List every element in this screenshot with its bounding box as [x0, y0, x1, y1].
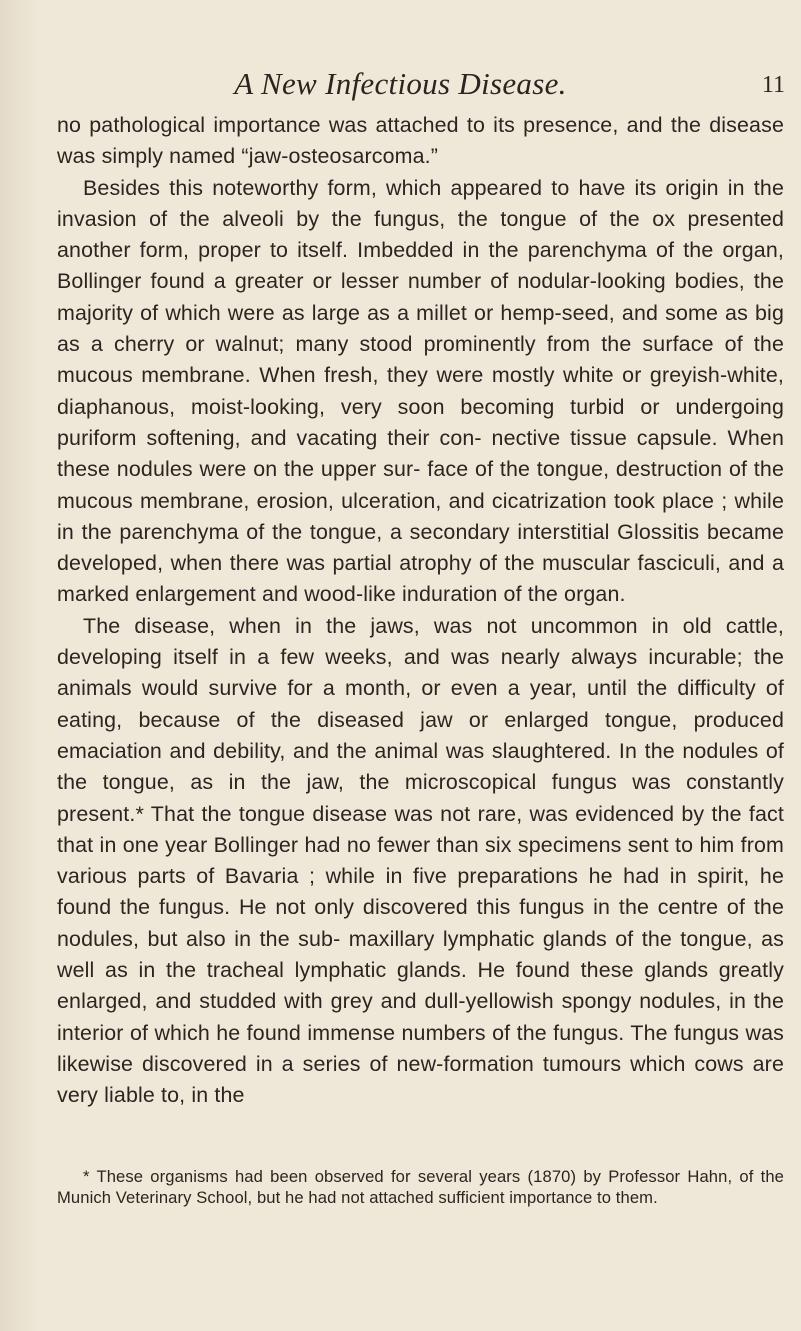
running-title: A New Infectious Disease.	[234, 66, 567, 101]
body-text	[57, 110, 784, 1112]
paragraph-continuation: no pathological importance was attached to its presence, and the disease was simply named “jaw-osteosarcoma.”	[57, 113, 784, 169]
paragraph-tongue-form: Besides this noteworthy form, which appeared to have its origin in the invasion of the alveoli by the fungus, the tongue of the ox presented another form, proper to itself. Imbedded in the parenchyma of the organ, Bollinger found a greater or lesser number of nodular-looking bodies, the majority of which were as large as a millet or hemp-seed, and some as big as a cherry or walnut; many stood prominently from the surface of the mucous membrane. When fresh, they were mostly white or greyish-white, diaphanous, moist-looking, very soon becoming turbid or undergoing puriform softening, and vacating their con- nective tissue capsule. When these nodules were on the upper sur- face of the tongue, destruction of the mucous membrane, erosion, ulceration, and cicatrization took place ; while in the parenchyma of the tongue, a secondary interstitial Glossitis became developed, when there was partial atrophy of the muscular fasciculi, and a marked enlargement and wood-like induration of the organ.	[57, 175, 784, 607]
running-head	[0, 64, 801, 104]
footnote: * These organisms had been observed for several years (1870) by Professor Hahn, of the Munich Veterinary School, but he had not attached sufficient importance to them.	[57, 1167, 784, 1207]
paragraph-disease-course: The disease, when in the jaws, was not uncommon in old cattle, developing itself in a few weeks, and was nearly always incurable; the animals would survive for a month, or even a year, until the difficulty of eating, because of the diseased jaw or enlarged tongue, produced emaciation and debility, and the animal was slaughtered. In the nodules of the tongue, as in the jaw, the microscopical fungus was constantly present.* That the tongue disease was not rare, was evidenced by the fact that in one year Bollinger had no fewer than six specimens sent to him from various parts of Bavaria ; while in five preparations he had in spirit, he found the fungus. He not only discovered this fungus in the centre of the nodules, but also in the sub- maxillary lymphatic glands of the tongue, as well as in the tracheal lymphatic glands. He found these glands greatly enlarged, and studded with grey and dull-yellowish spongy nodules, in the interior of which he found immense numbers of the fungus. The fungus was likewise discovered in a series of new-formation tumours which cows are very liable to, in the	[57, 613, 784, 1108]
page-number: 11	[761, 72, 785, 98]
